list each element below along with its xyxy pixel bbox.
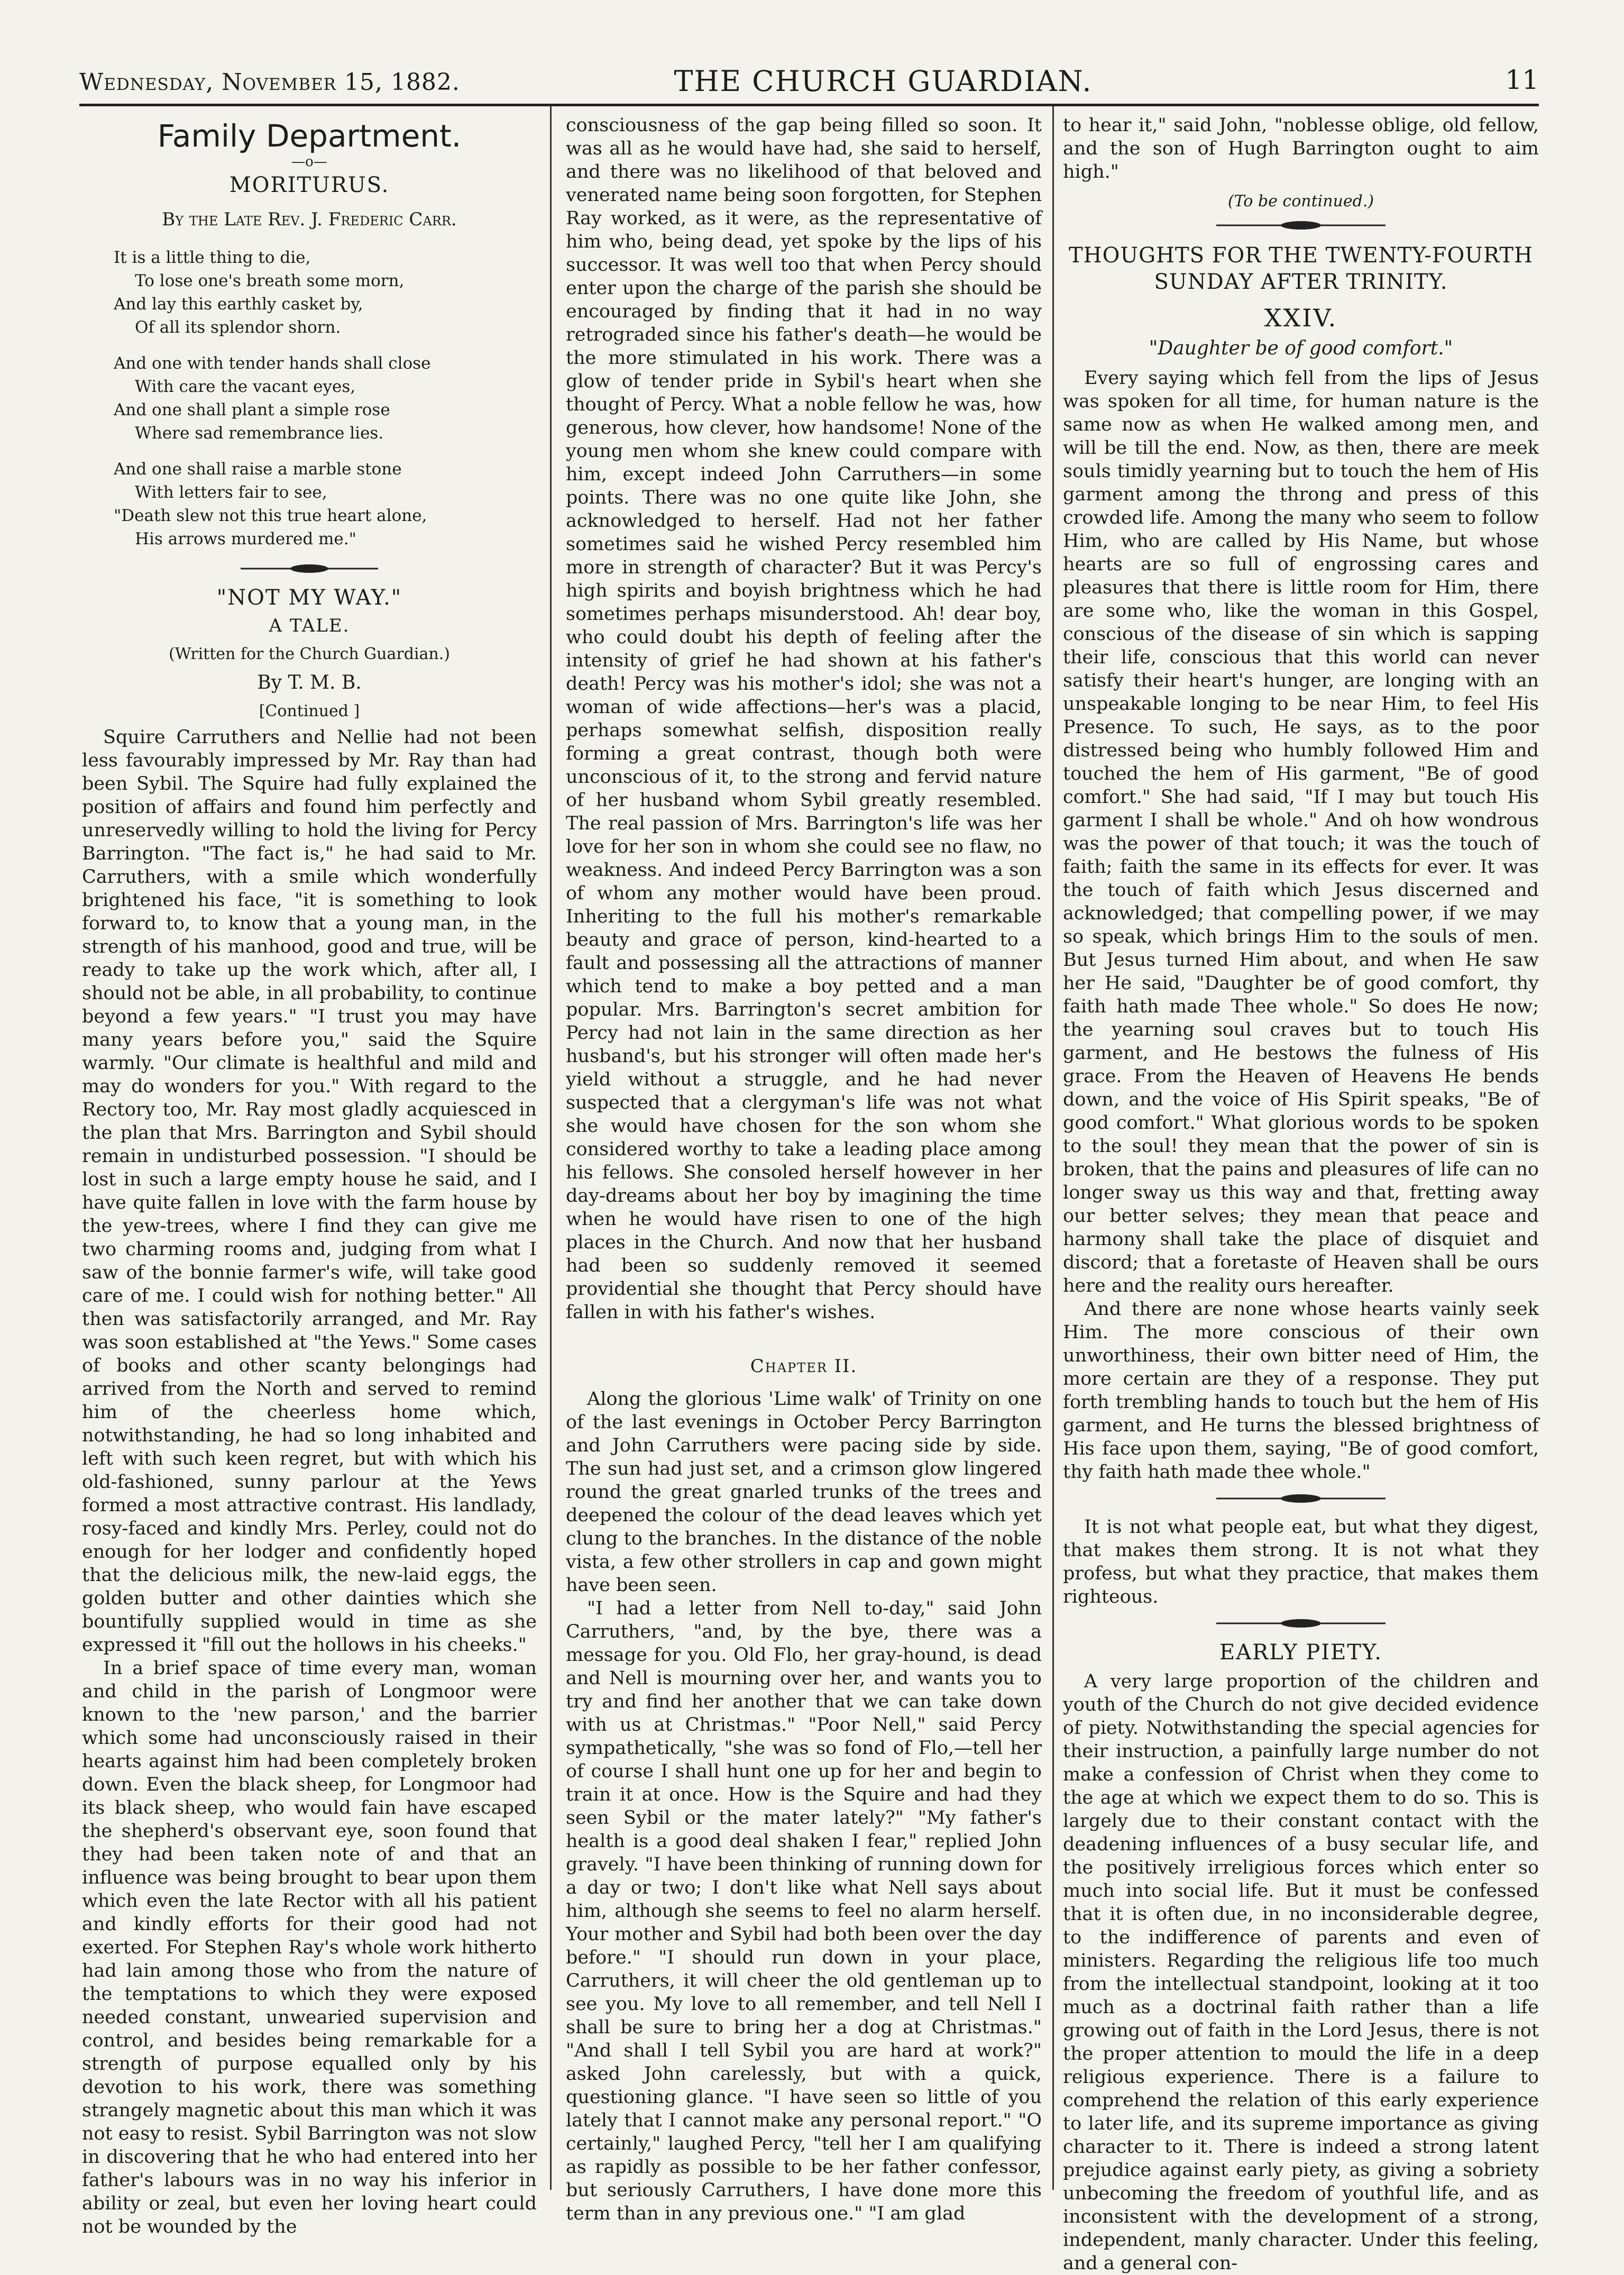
maxim: It is not what people eat, but what they digest, that makes them strong. It is not what they profess, but what they practice, that makes them righteous. xyxy=(1063,1516,1539,1607)
poem-line: His arrows murdered me." xyxy=(135,529,356,549)
ornament-divider xyxy=(1063,220,1539,233)
poem-line: And one shall plant a simple rose xyxy=(114,400,390,419)
article-paragraph: "I had a letter from Nell to-day," said John Carruthers, "and, by the bye, there was a message for you. Old Flo, her gray-hound, is dead and Nell is mourning over her, and wants you to try and find her another that we can take down with us at Christmas." "Poor Nell," said Percy sympathetically, "she was so fond of Flo,—tell her of course I shall hunt one up for her and begin to train it at once. How is the Squire and had they seen Sybil or the mater lately?" "My father's health is a good deal shaken I fear," replied John gravely. "I have been thinking of running down for a day or two; I don't like what Nell says about him, although she seems to feel no alarm herself. Your mother and Sybil had both been over the day before." "I should run down in your place, Carruthers, it will cheer the old gentleman up to see you. My love to all remember, and tell Nell I shall be sure to bring her a dog at Christmas." "And shall I tell Sybil you are hard at work?" asked John carelessly, but with a quick, questioning glance. "I have seen so little of you lately that I cannot make any personal report." "O certainly," laughed Percy, "tell her I am qualifying as rapidly as possible to be her father confessor, but seriously Carruthers, I have done more this term than in any previous one." "I am glad xyxy=(566,1598,1042,2224)
poem-stanza xyxy=(114,352,537,445)
piety-title: EARLY PIETY. xyxy=(1219,1640,1382,1665)
tale-author: By T. M. B. xyxy=(257,672,362,693)
motto: "Daughter be of good comfort." xyxy=(1149,337,1453,359)
poem-line: It is a little thing to die, xyxy=(114,248,311,267)
article-paragraph: And there are none whose hearts vainly seek Him. The more conscious of their own unworthiness, their own bitter need of Him, the more certain are they of a response. They put forth trembling hands to touch but the hem of His garment, and He turns the blessed brightness of His face upon them, saying, "Be of good comfort, thy faith hath made thee whole." xyxy=(1063,1299,1539,1483)
article-paragraph: In a brief space of time every man, woman and child in the parish of Longmoor were known to the 'new parson,' and the barrier which some had unconsciously raised in their hearts against him had been completely broken down. Even the black sheep, for Longmoor had its black sheep, who would fain have escaped the shepherd's observant eye, soon found that they had been taken note of and that an influence was being brought to bear upon them which even the late Rector with all his patient and kindly efforts for their good had not exerted. For Stephen Ray's whole work hitherto had lain among those who from the nature of the temptations to which they were exposed needed constant, unwearied supervision and control, and besides being remarkable for a strength of purpose equalled only by his devotion to his work, there was something strangely magnetic about this man which it was not easy to resist. Sybil Barrington was not slow in discovering that he who had entered into her father's labours was in no way his inferior in ability or zeal, but even her loving heart could not be wounded by the xyxy=(82,1658,537,2237)
poem-title: MORITURUS. xyxy=(229,173,390,197)
poem-line: With care the vacant eyes, xyxy=(135,377,356,396)
article-paragraph: consciousness of the gap being filled so soon. It was all as he would have had, she said to herself, and there was no likelihood of that beloved and venerated name being soon forgotten, for Stephen Ray worked, as it were, as the representative of him who, being dead, yet spoke by the lips of his successor. It was well too that when Percy should enter upon the charge of the parish she should be encouraged by finding that it had in no way retrograded since his father's death—he would be the more stimulated in his work. There was a glow of tender pride in Sybil's heart when she thought of Percy. What a noble fellow he was, how generous, how clever, how handsome! None of the young men whom she knew could compare with him, except indeed John Carruthers—in some points. There was no one quite like John, she acknowledged to herself. Had not her father sometimes said he wished Percy resembled him more in strength of character? But it was Percy's high spirits and boyish brightness which he had sometimes perhaps misunderstood. Ah! dear boy, who could doubt his depth of feeling after the intensity of grief he had shown at his father's death! Percy was his mother's idol; she was not a woman of wide affections—her's was a placid, perhaps somewhat selfish, disposition really forming a great contrast, though both were unconscious of it, to the strong and fervid nature of her husband whom Sybil greatly resembled. The real passion of Mrs. Barrington's life was her love for her son in whom she could see no flaw, no weakness. And indeed Percy Barrington was a son of whom any mother would have been proud. Inheriting to the full his mother's remarkable beauty and grace of person, kind-hearted to a fault and possessing all the attractions of manner which tend to make a boy petted and a man popular. Mrs. Barrington's secret ambition for Percy had not lain in the same direction as her husband's, but his stronger will often made her's yield without a struggle, and he had never suspected that a clergyman's life was not what she would have chosen for the son whom she considered worthy to take a leading place among his fellows. She consoled herself however in her day-dreams about her boy by imagining the time when he would have risen to one of the high places in the Church. And now that her husband had been so suddenly removed it seemed providential she thought that Percy should have fallen in with his father's wishes. xyxy=(566,115,1042,1323)
section-title: Family Department. xyxy=(157,118,462,154)
ornament-divider xyxy=(82,563,537,576)
page-number: 11 xyxy=(1505,65,1539,95)
poem-line: And one shall raise a marble stone xyxy=(114,460,402,479)
column-rule-2 xyxy=(1052,106,1054,2190)
poem-stanza xyxy=(114,246,537,339)
issue-date: Wednesday, November 15, 1882. xyxy=(79,69,460,96)
poem xyxy=(114,246,537,551)
article-paragraph: to hear it," said John, "noblesse oblige, old fellow, and the son of Hugh Barrington ought to aim high." xyxy=(1063,115,1539,182)
ornament-divider xyxy=(1063,1618,1539,1631)
column-rule-1 xyxy=(550,106,552,2190)
masthead xyxy=(79,58,1539,106)
poem-byline: By the Late Rev. J. Frederic Carr. xyxy=(162,209,457,230)
to-be-continued: (To be continued.) xyxy=(1227,192,1374,211)
poem-line: Of all its splendor shorn. xyxy=(135,318,341,337)
masthead-rule xyxy=(79,104,1539,106)
column-3 xyxy=(1063,114,1539,2274)
ornament-divider xyxy=(1063,1493,1539,1506)
column-1 xyxy=(82,114,537,2237)
article-paragraph: A very large proportion of the children and youth of the Church do not give decided evidence of piety. Notwithstanding the special agencies for their instruction, a painfully large number do not make a confession of Christ when they come to the age at which we expect them to do so. This is largely due to their constant contact with the deadening influences of a busy secular life, and the positively irreligious forces which enter so much into social life. But it must be confessed that it is often due, in no inconsiderable degree, to the indifference of parents and even of ministers. Regarding the religious life too much from the intellectual standpoint, looking at it too much as a doctrinal faith rather than a life growing out of faith in the Lord Jesus, there is not the proper attention to mould the life in a deep religious experience. There is a failure to comprehend the relation of this early experience to later life, and its supreme importance as giving character to it. There is indeed a strong latent prejudice against early piety, as giving a sobriety unbecoming the freedom of youthful life, and as inconsistent with the development of a strong, independent, manly character. Under this feeling, and a general con- xyxy=(1063,1671,1539,2274)
chapter-heading: Chapter II. xyxy=(750,1356,858,1377)
poem-line: "Death slew not this true heart alone, xyxy=(114,506,427,525)
tale-written-for: (Written for the Church Guardian.) xyxy=(169,645,450,663)
poem-line: And one with tender hands shall close xyxy=(114,354,431,373)
article-paragraph: Squire Carruthers and Nellie had not been less favourably impressed by Mr. Ray than had been Sybil. The Squire had fully explained the position of affairs and found him perfectly and unreservedly willing to hold the living for Percy Barrington. "The fact is," he had said to Mr. Carruthers, with a smile which wonderfully brightened his face, "it is something to look forward to, to know that a young man, in the strength of his manhood, good and true, will be ready to take up the work which, after all, I should not be able, in all probability, to continue beyond a few years." "I trust you may have many years before you," said the Squire warmly. "Our climate is healthful and mild and may do wonders for you." With regard to the Rectory too, Mr. Ray most gladly acquiesced in the plan that Mrs. Barrington and Sybil should remain in undisturbed possession. "I should be lost in such a large empty house he said, and I have quite fallen in love with the farm house by the yew-trees, where I find they can give me two charming rooms and, judging from what I saw of the bonnie farmer's wife, will take good care of me. I could wish for nothing better." All then was satisfactorily arranged, and Mr. Ray was soon established at "the Yews." Some cases of books and other scanty belongings had arrived from the North and served to remind him of the cheerless home which, notwithstanding, he had so long inhabited and left with such keen regret, but with which his old-fashioned, sunny parlour at the Yews formed a most attractive contrast. His landlady, rosy-faced and kindly Mrs. Perley, could not do enough for her lodger and confidently hoped that the delicious milk, the new-laid eggs, the golden butter and other dainties which she bountifully supplied would in time as she expressed it "fill out the hollows in his cheeks." xyxy=(82,727,537,1656)
sunday-number: XXIV. xyxy=(1264,304,1338,332)
tale-title: "NOT MY WAY." xyxy=(216,586,402,610)
tale-continued: [Continued ] xyxy=(259,702,360,720)
section-divider: —o— xyxy=(291,154,327,170)
poem-line: With letters fair to see, xyxy=(135,483,327,502)
poem-line: Where sad remembrance lies. xyxy=(135,424,384,443)
tale-subtitle: A TALE. xyxy=(269,615,350,636)
article-paragraph: Along the glorious 'Lime walk' of Trinity on one of the last evenings in October Percy Barrington and John Carruthers were pacing side by side. The sun had just set, and a crimson glow lingered round the great gnarled trunks of the trees and deepened the colour of the dead leaves which yet clung to the branches. In the distance of the noble vista, a few other strollers in cap and gown might have been seen. xyxy=(566,1388,1042,1596)
newspaper-title: THE CHURCH GUARDIAN. xyxy=(674,65,1093,98)
column-2 xyxy=(566,114,1042,2224)
poem-line: To lose one's breath some morn, xyxy=(135,271,405,290)
thoughts-title: THOUGHTS FOR THE TWENTY-FOURTH SUNDAY AFTER TRINITY. xyxy=(1069,243,1533,294)
poem-line: And lay this earthly casket by, xyxy=(114,295,363,314)
poem-stanza xyxy=(114,458,537,551)
article-paragraph: Every saying which fell from the lips of Jesus was spoken for all time, for human nature is the same now as when He walked among men, and will be till the end. Now, as then, there are meek souls timidly yearning but to touch the hem of His garment among the throng and press of this crowded life. Among the many who seem to follow Him, who are called by His Name, but whose hearts are so full of engrossing cares and pleasures that there is little room for Him, there are some who, like the woman in this Gospel, conscious of the disease of sin which is sapping their life, conscious that this world can never satisfy their heart's hunger, are longing with an unspeakable longing to be near Him, to feel His Presence. To such, He says, as to the poor distressed being who humbly followed Him and touched the hem of His garment, "Be of good comfort." She had said, "If I may but touch His garment I shall be whole." And oh how wondrous was the power of that touch; it was the touch of faith; faith the same in its effects for ever. It was the touch of faith which Jesus discerned and acknowledged; that compelling power, if we may so speak, which brings Him to the souls of men. But Jesus turned Him about, and when He saw her He said, "Daughter be of good comfort, thy faith hath made Thee whole." So does He now; the yearning soul craves but to touch His garment, and He bestows the fulness of His grace. From the Heaven of Heavens He bends down, and the voice of His Spirit speaks, "Be of good comfort." What glorious words to be spoken to the soul! they mean that the power of sin is broken, that the pains and pleasures of life can no longer sway us this way and that, fretting away our better selves; they mean that peace and harmony shall take the place of disquiet and discord; that a foretaste of Heaven shall be ours here and the reality ours hereafter. xyxy=(1063,368,1539,1296)
